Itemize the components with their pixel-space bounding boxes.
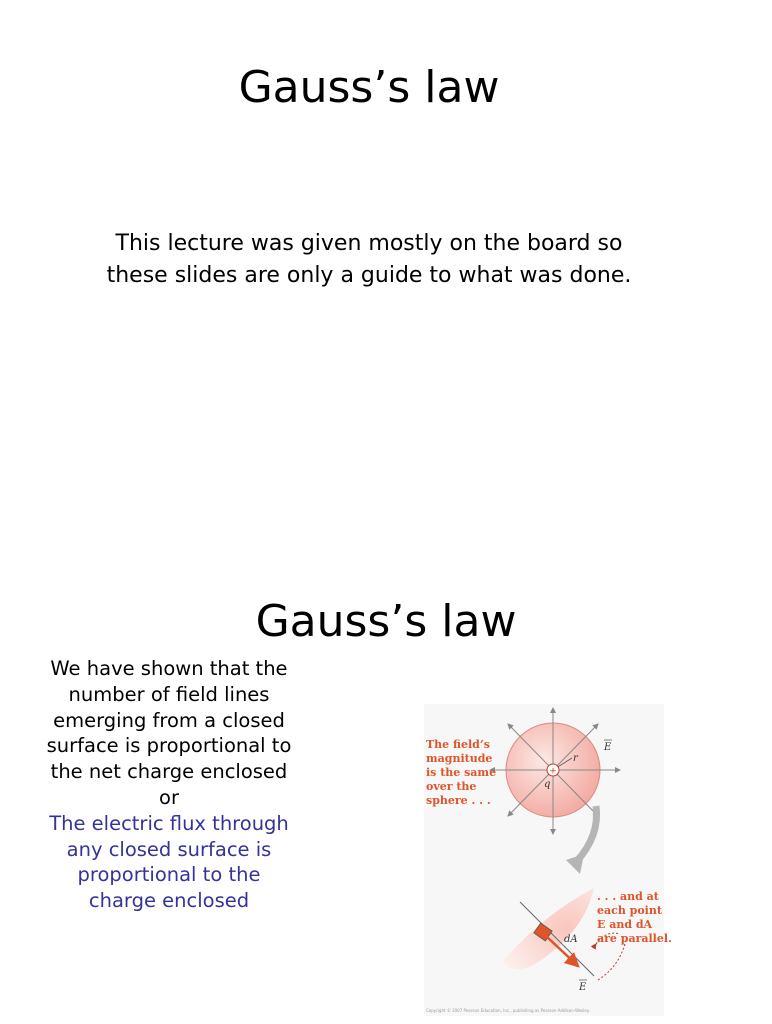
intro-paragraph xyxy=(40,228,698,292)
highlight-line: The electric flux through xyxy=(49,811,289,835)
area-symbol: dA xyxy=(564,934,578,945)
highlight-line: charge enclosed xyxy=(88,889,250,913)
highlight-line: proportional to the xyxy=(77,863,261,887)
charge-symbol: q xyxy=(544,779,551,790)
text-line: the net charge enclosed xyxy=(50,760,288,784)
slide-2-title: Gauss’s law xyxy=(255,596,517,647)
intro-line: This lecture was given mostly on the board so xyxy=(115,231,623,256)
text-line: emerging from a closed xyxy=(53,708,285,732)
radius-symbol: r xyxy=(573,753,578,764)
charge-sign: + xyxy=(549,766,557,777)
slide-1-title: Gauss’s law xyxy=(238,62,500,113)
text-line: We have shown that the xyxy=(50,657,288,680)
field-symbol-bottom: E xyxy=(579,982,587,993)
figure-credit: Copyright © 2007 Pearson Education, Inc., publishing as Pearson Addison-Wesley. xyxy=(426,1008,590,1013)
explanation-text xyxy=(24,656,314,914)
text-line: surface is proportional to xyxy=(46,734,292,758)
parallel-label: . . . and at each point E and dA are parallel. xyxy=(597,890,672,945)
intro-line: these slides are only a guide to what was done. xyxy=(106,263,632,288)
sphere-magnitude-label: The field’s magnitude is the same over the sphere . . . xyxy=(426,738,497,807)
highlight-line: any closed surface is xyxy=(66,837,272,861)
gaussian-sphere-figure xyxy=(424,704,672,1016)
text-line: number of field lines xyxy=(68,682,270,706)
slide-1 xyxy=(0,0,768,512)
field-symbol-top: E xyxy=(604,742,612,753)
slide-2 xyxy=(0,512,768,1024)
text-line: or xyxy=(159,785,179,809)
